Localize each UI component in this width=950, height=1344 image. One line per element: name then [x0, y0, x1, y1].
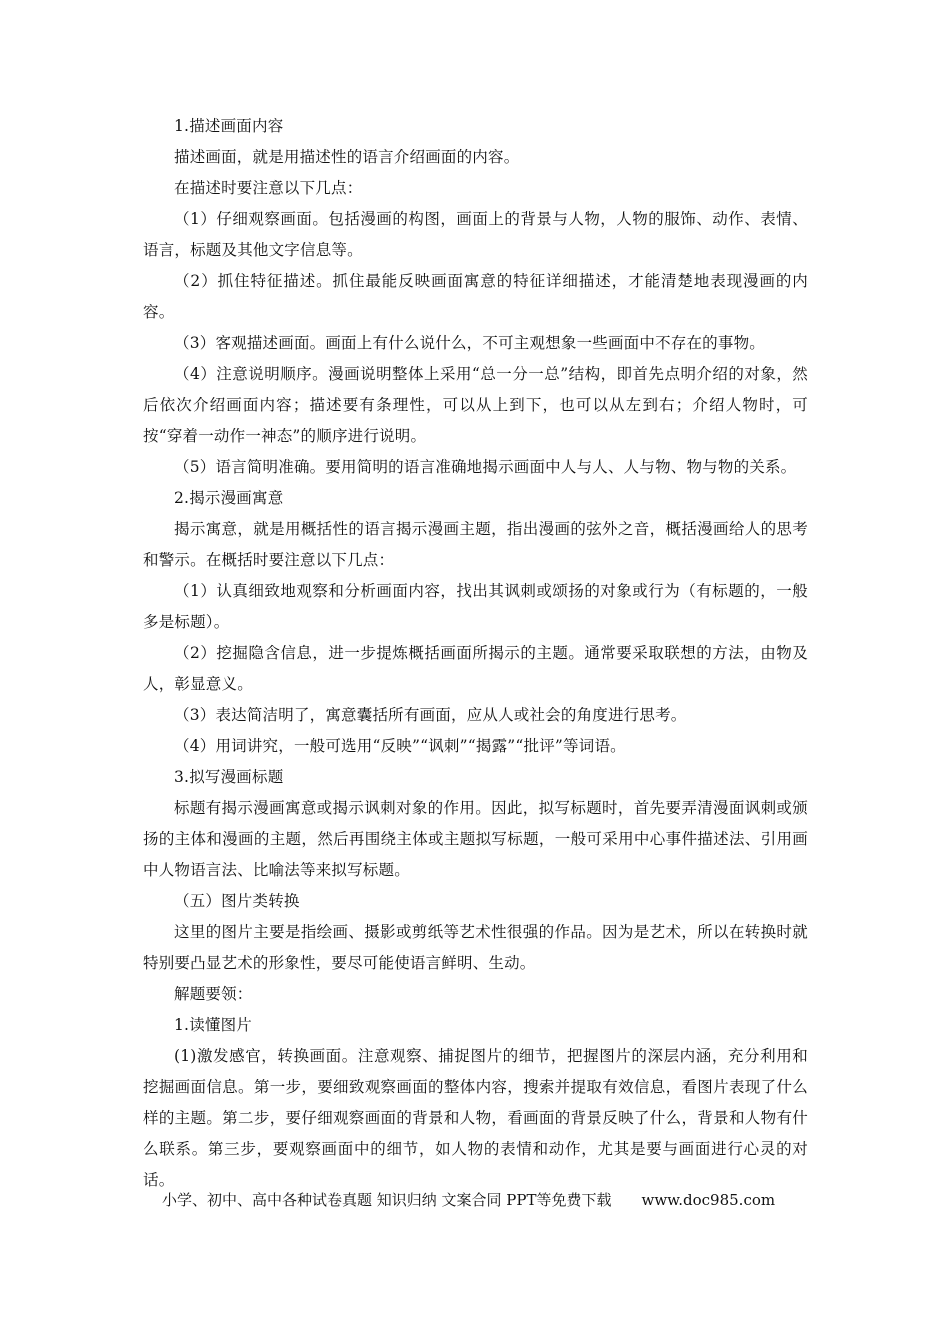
section-heading: 1.读懂图片	[174, 1016, 252, 1034]
list-item: （2）抓住特征描述。抓住最能反映画面寓意的特征详细描述，才能清楚地表现漫画的内容。	[143, 272, 808, 321]
section-heading: 1.描述画面内容	[174, 117, 284, 135]
footer-text: 小学、初中、高中各种试卷真题 知识归纳 文案合同 PPT等免费下载	[162, 1191, 612, 1209]
list-item: （2）挖掘隐含信息，进一步提炼概括画面所揭示的主题。通常要采取联想的方法，由物及人，彰显意义。	[143, 644, 808, 693]
paragraph: 描述画面，就是用描述性的语言介绍画面的内容。	[174, 148, 520, 166]
document-body	[143, 111, 808, 1196]
paragraph: 在描述时要注意以下几点：	[174, 179, 363, 197]
page-footer	[162, 1189, 802, 1211]
list-item: （4）用词讲究，一般可选用“反映”“讽刺”“揭露”“批评”等词语。	[174, 737, 626, 755]
section-heading: 3.拟写漫画标题	[174, 768, 284, 786]
list-item: （3）客观描述画面。画面上有什么说什么，不可主观想象一些画面中不存在的事物。	[174, 334, 765, 352]
paragraph: 解题要领：	[174, 985, 253, 1003]
paragraph: 标题有揭示漫画寓意或揭示讽刺对象的作用。因此，拟写标题时，首先要弄清漫面讽刺或颁扬的主体和漫画的主题，然后再围绕主体或主题拟写标题，一般可采用中心事件描述法、引用画中人物语言法、比喻法等来拟写标题。	[143, 799, 808, 879]
list-item: （4）注意说明顺序。漫画说明整体上采用“总一分一总”结构，即首先点明介绍的对象，然后依次介绍画面内容；描述要有条理性，可以从上到下，也可以从左到右；介绍人物时，可按“穿着一动作一神态”的顺序进行说明。	[143, 365, 808, 445]
paragraph: (1)激发感官，转换画面。注意观察、捕捉图片的细节，把握图片的深层内涵，充分利用和挖掘画面信息。第一步，要细致观察画面的整体内容，搜索并提取有效信息，看图片表现了什么样的主题。第二步，要仔细观察画面的背景和人物，看画面的背景反映了什么，背景和人物有什么联系。第三步，要观察画面中的细节，如人物的表情和动作，尤其是要与画面进行心灵的对话。	[143, 1047, 808, 1189]
list-item: （3）表达简洁明了，寓意囊括所有画面，应从人或社会的角度进行思考。	[174, 706, 687, 724]
section-heading: （五）图片类转换	[174, 892, 300, 910]
section-heading: 2.揭示漫画寓意	[174, 489, 284, 507]
list-item: （1）认真细致地观察和分析画面内容，找出其讽刺或颂扬的对象或行为（有标题的，一般多是标题）。	[143, 582, 808, 631]
list-item: （5）语言简明准确。要用简明的语言准确地揭示画面中人与人、人与物、物与物的关系。	[174, 458, 797, 476]
list-item: （1）仔细观察画面。包括漫画的构图，画面上的背景与人物，人物的服饰、动作、表情、语言，标题及其他文字信息等。	[143, 210, 808, 259]
paragraph: 揭示寓意，就是用概括性的语言揭示漫画主题，指出漫画的弦外之音，概括漫画给人的思考和警示。在概括时要注意以下几点：	[143, 520, 808, 569]
footer-site-link[interactable]: www.doc985.com	[641, 1191, 776, 1209]
paragraph: 这里的图片主要是指绘画、摄影或剪纸等艺术性很强的作品。因为是艺术，所以在转换时就特别要凸显艺术的形象性，要尽可能使语言鲜明、生动。	[143, 923, 808, 972]
